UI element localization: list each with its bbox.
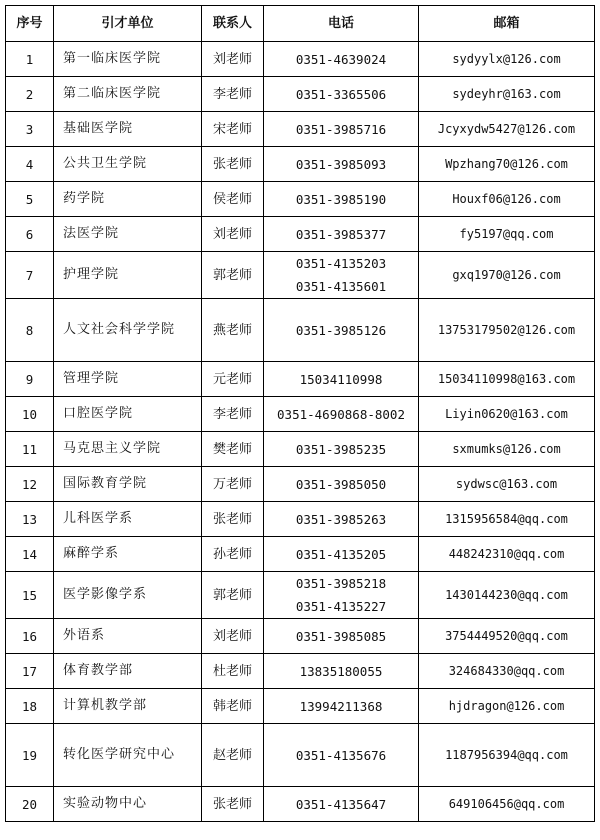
phone-number: 0351-4135205 — [295, 546, 387, 562]
header-index: 序号 — [6, 6, 54, 42]
row-unit — [54, 42, 202, 77]
row-unit-label: 管理学院 — [63, 371, 120, 386]
row-contact: 侯老师 — [202, 182, 264, 217]
row-email: 448242310@qq.com — [419, 537, 595, 572]
row-index: 2 — [6, 77, 54, 112]
phone-number: 0351-4135676 — [295, 747, 387, 763]
row-contact: 刘老师 — [202, 42, 264, 77]
row-unit — [54, 537, 202, 572]
table-row — [6, 112, 595, 147]
row-index: 6 — [6, 217, 54, 252]
row-phone — [264, 724, 419, 787]
row-unit-label: 实验动物中心 — [63, 796, 148, 811]
row-unit-label: 人文社会科学学院 — [63, 322, 176, 337]
row-index: 4 — [6, 147, 54, 182]
phone-number: 13835180055 — [299, 663, 383, 679]
row-index: 16 — [6, 619, 54, 654]
phone-number: 0351-3985190 — [295, 191, 387, 207]
row-email: fy5197@qq.com — [419, 217, 595, 252]
row-contact: 万老师 — [202, 467, 264, 502]
table-row — [6, 619, 595, 654]
row-unit — [54, 112, 202, 147]
table-row — [6, 217, 595, 252]
table-row — [6, 572, 595, 619]
phone-number: 0351-3365506 — [295, 86, 387, 102]
row-contact: 樊老师 — [202, 432, 264, 467]
table-row — [6, 502, 595, 537]
row-index: 13 — [6, 502, 54, 537]
row-unit-label: 儿科医学系 — [63, 511, 134, 526]
row-index: 14 — [6, 537, 54, 572]
table-row — [6, 654, 595, 689]
row-contact: 李老师 — [202, 77, 264, 112]
row-phone — [264, 467, 419, 502]
row-phone — [264, 689, 419, 724]
phone-number: 0351-3985218 — [295, 576, 387, 591]
row-unit-label: 药学院 — [63, 191, 106, 206]
table-row — [6, 467, 595, 502]
row-unit — [54, 724, 202, 787]
row-contact: 韩老师 — [202, 689, 264, 724]
row-unit-label: 第一临床医学院 — [63, 51, 162, 66]
table-row — [6, 252, 595, 299]
phone-number: 0351-4135601 — [295, 279, 387, 294]
row-unit — [54, 252, 202, 299]
phone-number: 15034110998 — [299, 371, 383, 387]
row-contact: 李老师 — [202, 397, 264, 432]
row-email: sydyylx@126.com — [419, 42, 595, 77]
row-contact: 张老师 — [202, 502, 264, 537]
row-phone — [264, 397, 419, 432]
row-email: sxmumks@126.com — [419, 432, 595, 467]
phone-number: 0351-3985126 — [295, 322, 387, 338]
phone-number: 0351-3985716 — [295, 121, 387, 137]
header-unit: 引才单位 — [54, 6, 202, 42]
row-phone — [264, 182, 419, 217]
row-email: Wpzhang70@126.com — [419, 147, 595, 182]
row-unit — [54, 787, 202, 822]
table-body — [6, 42, 595, 822]
row-index: 12 — [6, 467, 54, 502]
phone-number: 0351-3985235 — [295, 441, 387, 457]
phone-number: 0351-3985085 — [295, 628, 387, 644]
table-row — [6, 77, 595, 112]
row-index: 17 — [6, 654, 54, 689]
row-unit-label: 医学影像学系 — [63, 587, 148, 602]
row-contact: 张老师 — [202, 787, 264, 822]
row-email: sydeyhr@163.com — [419, 77, 595, 112]
row-phone — [264, 362, 419, 397]
row-unit-label: 麻醉学系 — [63, 546, 120, 561]
row-email: 649106456@qq.com — [419, 787, 595, 822]
row-email: 15034110998@163.com — [419, 362, 595, 397]
phone-number: 0351-4135203 — [295, 256, 387, 271]
header-contact: 联系人 — [202, 6, 264, 42]
phone-number: 0351-3985093 — [295, 156, 387, 172]
row-contact: 杜老师 — [202, 654, 264, 689]
row-phone — [264, 77, 419, 112]
row-unit-label: 转化医学研究中心 — [63, 747, 176, 762]
row-phone — [264, 147, 419, 182]
row-index: 10 — [6, 397, 54, 432]
row-email: 1315956584@qq.com — [419, 502, 595, 537]
row-index: 11 — [6, 432, 54, 467]
row-unit — [54, 467, 202, 502]
row-email: Liyin0620@163.com — [419, 397, 595, 432]
row-index: 5 — [6, 182, 54, 217]
row-phone — [264, 252, 419, 299]
row-unit — [54, 182, 202, 217]
row-contact: 郭老师 — [202, 252, 264, 299]
row-phone — [264, 432, 419, 467]
row-unit-label: 外语系 — [63, 628, 106, 643]
row-email: 3754449520@qq.com — [419, 619, 595, 654]
row-contact: 刘老师 — [202, 217, 264, 252]
row-phone — [264, 112, 419, 147]
row-phone — [264, 217, 419, 252]
row-phone — [264, 619, 419, 654]
row-unit-label: 体育教学部 — [63, 663, 134, 678]
row-contact: 燕老师 — [202, 299, 264, 362]
row-unit-label: 马克思主义学院 — [63, 441, 162, 456]
row-phone — [264, 572, 419, 619]
row-phone — [264, 299, 419, 362]
row-email: Houxf06@126.com — [419, 182, 595, 217]
table-row — [6, 147, 595, 182]
row-contact: 宋老师 — [202, 112, 264, 147]
row-index: 18 — [6, 689, 54, 724]
row-index: 15 — [6, 572, 54, 619]
row-unit-label: 护理学院 — [63, 267, 120, 282]
row-email: Jcyxydw5427@126.com — [419, 112, 595, 147]
table-row — [6, 299, 595, 362]
row-index: 19 — [6, 724, 54, 787]
row-email: sydwsc@163.com — [419, 467, 595, 502]
row-phone — [264, 787, 419, 822]
row-unit — [54, 654, 202, 689]
row-contact: 元老师 — [202, 362, 264, 397]
row-unit — [54, 217, 202, 252]
row-email: 13753179502@126.com — [419, 299, 595, 362]
row-unit-label: 基础医学院 — [63, 121, 134, 136]
row-unit — [54, 502, 202, 537]
table-row — [6, 362, 595, 397]
row-index: 1 — [6, 42, 54, 77]
phone-number: 13994211368 — [299, 698, 383, 714]
row-email: hjdragon@126.com — [419, 689, 595, 724]
table-row — [6, 787, 595, 822]
row-index: 3 — [6, 112, 54, 147]
header-phone: 电话 — [264, 6, 419, 42]
row-index: 20 — [6, 787, 54, 822]
row-unit — [54, 147, 202, 182]
row-phone — [264, 42, 419, 77]
row-email: 324684330@qq.com — [419, 654, 595, 689]
row-unit-label: 第二临床医学院 — [63, 86, 162, 101]
row-unit-label: 公共卫生学院 — [63, 156, 148, 171]
table-row — [6, 182, 595, 217]
phone-number: 0351-3985377 — [295, 226, 387, 242]
row-email: gxq1970@126.com — [419, 252, 595, 299]
talent-contact-table — [5, 5, 595, 822]
table-row — [6, 432, 595, 467]
row-unit — [54, 432, 202, 467]
phone-number: 0351-3985263 — [295, 511, 387, 527]
row-email: 1430144230@qq.com — [419, 572, 595, 619]
phone-number: 0351-3985050 — [295, 476, 387, 492]
row-unit-label: 国际教育学院 — [63, 476, 148, 491]
row-unit — [54, 397, 202, 432]
table-row — [6, 537, 595, 572]
row-unit-label: 法医学院 — [63, 226, 120, 241]
contact-table-container — [5, 5, 595, 822]
table-row — [6, 724, 595, 787]
row-contact: 刘老师 — [202, 619, 264, 654]
row-unit — [54, 362, 202, 397]
phone-number: 0351-4690868-8002 — [277, 406, 405, 422]
phone-number: 0351-4639024 — [295, 51, 387, 67]
phone-number: 0351-4135647 — [295, 796, 387, 812]
row-index: 9 — [6, 362, 54, 397]
row-unit-label: 口腔医学院 — [63, 406, 134, 421]
table-row — [6, 397, 595, 432]
row-contact: 张老师 — [202, 147, 264, 182]
row-contact: 赵老师 — [202, 724, 264, 787]
row-phone — [264, 654, 419, 689]
row-unit — [54, 619, 202, 654]
row-index: 7 — [6, 252, 54, 299]
table-header-row — [6, 6, 595, 42]
row-unit-label: 计算机教学部 — [63, 698, 148, 713]
row-index: 8 — [6, 299, 54, 362]
row-unit — [54, 572, 202, 619]
row-phone — [264, 537, 419, 572]
phone-number: 0351-4135227 — [295, 599, 387, 614]
table-row — [6, 42, 595, 77]
row-unit — [54, 299, 202, 362]
row-unit — [54, 689, 202, 724]
row-contact: 孙老师 — [202, 537, 264, 572]
row-phone — [264, 502, 419, 537]
header-email: 邮箱 — [419, 6, 595, 42]
row-email: 1187956394@qq.com — [419, 724, 595, 787]
row-contact: 郭老师 — [202, 572, 264, 619]
table-row — [6, 689, 595, 724]
row-unit — [54, 77, 202, 112]
